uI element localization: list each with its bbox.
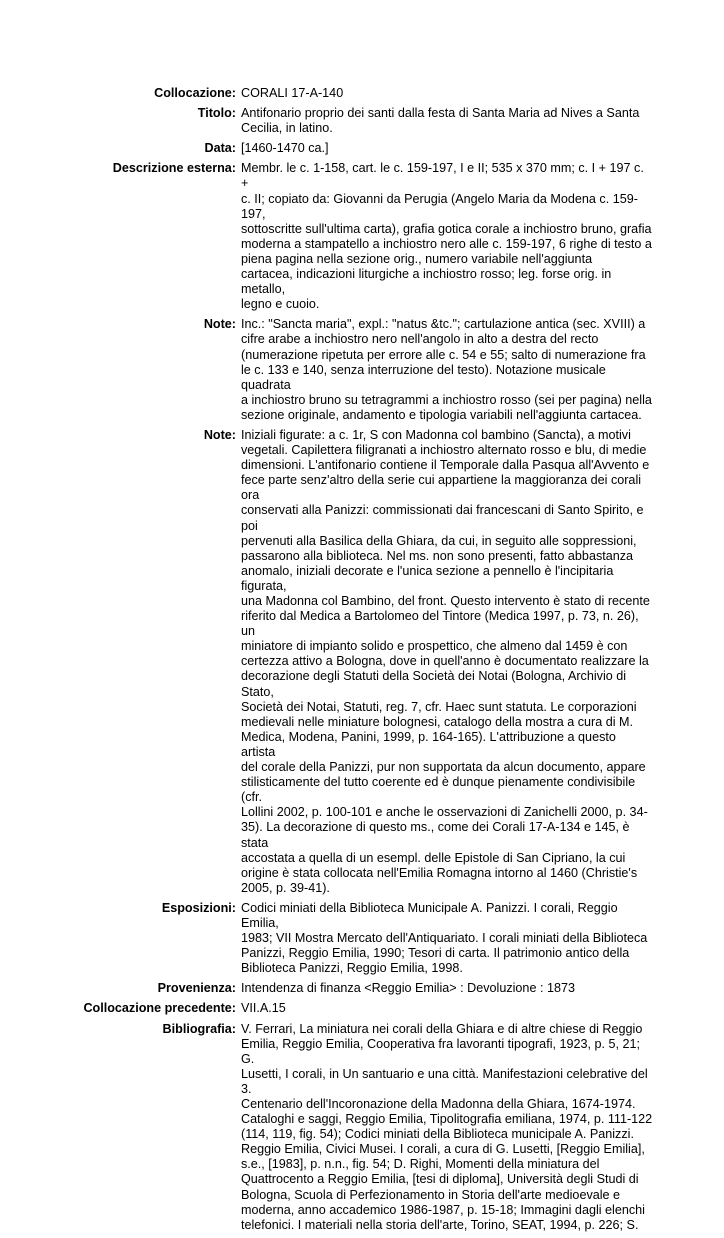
field-label: Descrizione esterna: bbox=[112, 161, 236, 176]
field-collocazione-precedente bbox=[0, 1001, 724, 1016]
field-value: Membr. le c. 1-158, cart. le c. 159-197, I e II; 535 x 370 mm; c. I + 197 c. + c. II; copiato da: Giovanni da Perugia (Angelo Maria da Modena c. 159-197, sottoscritte sull'ultima carta), grafia gotica corale a inchiostro bruno, grafia moderna a stampatello a inchiostro nero alle c. 159-197, 6 righe di testo a piena pagina nella sezione orig., numero variabile nell'aggiunta cartacea, indicazioni liturgiche a inchiostro rosso; leg. forse orig. in metallo, legno e cuoio. bbox=[241, 161, 652, 312]
field-label: Bibliografia: bbox=[162, 1021, 236, 1036]
field-label: Provenienza: bbox=[157, 981, 236, 996]
field-label: Note: bbox=[203, 427, 236, 442]
field-data bbox=[0, 141, 724, 156]
field-titolo bbox=[0, 106, 724, 136]
field-label: Note: bbox=[203, 317, 236, 332]
field-value: Antifonario proprio dei santi dalla festa di Santa Maria ad Nives a Santa Cecilia, in latino. bbox=[241, 106, 640, 136]
field-value: V. Ferrari, La miniatura nei corali della Ghiara e di altre chiese di Reggio Emilia, Reggio Emilia, Cooperativa fra lavoranti tipografi, 1923, p. 5, 21; G. Lusetti, I corali, in Un santuario e una città. Manifestazioni celebrative del 3. Centenario dell'Incoronazione della Madonna della Ghiara, 1674-1974. Cataloghi e saggi, Reggio Emilia, Tipolitografia emiliana, 1974, p. 111-122 (114, 119, fig. 54); Codici miniati della Biblioteca municipale A. Panizzi. Reggio Emilia, Civici Musei. I corali, a cura di G. Lusetti, [Reggio Emilia], s.e., [1983], p. n.n., fig. 54; D. Righi, Momenti della miniatura del Quattrocento a Reggio Emilia, [tesi di diploma], Università degli Studi di Bologna, Scuola di Perfezionamento in Storia dell'arte medioevale e moderna, anno accademico 1986-1987, p. 15-18; Immagini dagli elenchi telefonici. I materiali nella storia dell'arte, Torino, SEAT, 1994, p. 226; S. bbox=[241, 1021, 653, 1232]
field-value: Inc.: "Sancta maria", expl.: "natus &tc."; cartulazione antica (sec. XVIII) a cifre arabe a inchiostro nero nell'angolo in alto a destra del recto (numerazione ripetuta per errore alle c. 54 e 55; salto di numerazione fra le c. 133 e 140, senza interruzione del testo). Notazione musicale quadrata a inchiostro bruno su tetragrammi a inchiostro rosso (sei per pagina) nella sezione originale, andamento e tipologia variabili nell'aggiunta cartacea. bbox=[241, 317, 652, 422]
field-value: Codici miniati della Biblioteca Municipale A. Panizzi. I corali, Reggio Emilia, 1983; VII Mostra Mercato dell'Antiquariato. I corali miniati della Biblioteca Panizzi, Reggio Emilia, 1990; Tesori di carta. Il patrimonio antico della Biblioteca Panizzi, Reggio Emilia, 1998. bbox=[241, 900, 648, 976]
field-value: CORALI 17-A-140 bbox=[241, 86, 344, 100]
field-value: VII.A.15 bbox=[241, 1001, 286, 1016]
field-label: Esposizioni: bbox=[161, 900, 236, 915]
field-descrizione-esterna bbox=[0, 161, 724, 312]
field-collocazione bbox=[0, 86, 724, 101]
field-provenienza bbox=[0, 981, 724, 996]
field-bibliografia bbox=[0, 1022, 724, 1233]
field-value: [1460-1470 ca.] bbox=[241, 141, 329, 156]
field-note-1 bbox=[0, 317, 724, 423]
catalog-record bbox=[0, 86, 724, 1238]
field-label: Collocazione precedente: bbox=[83, 1001, 236, 1016]
field-label: Data: bbox=[204, 141, 236, 156]
field-value: Intendenza di finanza <Reggio Emilia> : Devoluzione : 1873 bbox=[241, 981, 575, 996]
field-value: Iniziali figurate: a c. 1r, S con Madonna col bambino (Sancta), a motivi vegetali. Capilettera filigranati a inchiostro alternato rosso e blu, di medie dimensioni. L'antifonario contiene il Temporale dalla Pasqua all'Avvento e fece parte senz'altro della serie cui appartiene la maggioranza dei corali ora conservati alla Panizzi: commissionati dai francescani di Santo Spirito, e poi pervenuti alla Basilica della Ghiara, da cui, in seguito alle soppressioni, passarono alla biblioteca. Nel ms. non sono presenti, fatto abbastanza anomalo, iniziali decorate e l'unica sezione a pennello è l'incipitaria figurata, una Madonna col Bambino, del front. Questo intervento è stato di recente riferito dal Medica a Bartolomeo del Tintore (Medica 1997, p. 73, n. 26), un miniatore di impianto solido e prospettico, che almeno dal 1459 è con certezza attivo a Bologna, dove in quell'anno è documentato realizzare la decorazione degli Statuti della Società dei Notai (Bologna, Archivio di Stato, Società dei Notai, Statuti, reg. 7, cfr. Haec sunt statuta. Le corporazioni medievali nelle miniature bolognesi, catalogo della mostra a cura di M. Medica, Modena, Panini, 1999, p. 164-165). L'attribuzione a questo artista del corale della Panizzi, pur non supportata da alcun documento, appare stilisticamente del tutto coerente ed è dunque pienamente condivisibile (cfr. Lollini 2002, p. 100-101 e anche le osservazioni di Zanichelli 2000, p. 34- 35). La decorazione di questo ms., come dei Corali 17-A-134 e 145, è stata accostata a quella di un esempl. delle Epistole di San Cipriano, la cui origine è stata collocata nell'Emilia Romagna intorno al 1460 (Christie's 2005, p. 39-41). bbox=[241, 427, 650, 895]
field-esposizioni bbox=[0, 901, 724, 976]
field-label: Collocazione: bbox=[154, 86, 236, 100]
field-label: Titolo: bbox=[197, 106, 236, 121]
field-note-2 bbox=[0, 428, 724, 896]
